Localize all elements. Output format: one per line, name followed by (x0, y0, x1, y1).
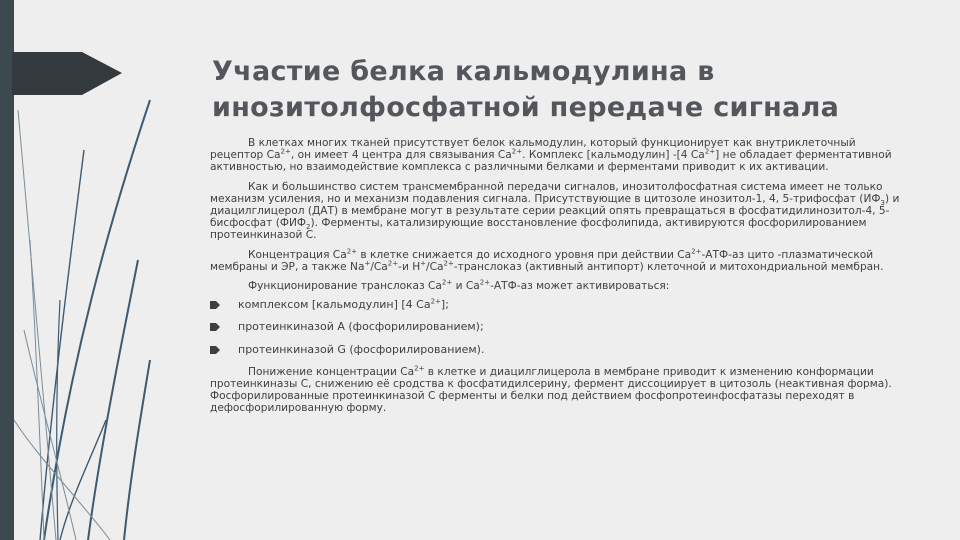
superscript: 2+ (280, 147, 291, 156)
superscript: 2+ (479, 278, 491, 287)
superscript: 2+ (346, 247, 358, 256)
decor-line (14, 420, 110, 540)
text-run: , он имеет 4 центра для связывания Са (290, 149, 512, 162)
text-run: протеинкиназой G (фосфорилированием). (238, 342, 485, 356)
text-run: ) и диацилглицерол (ДАТ) в мембране могут в результате серии реакций опять превращаться в фосфатидилинозитол-4, 5-бисфосфат (ФИФ (210, 192, 900, 230)
superscript: 2+ (691, 247, 702, 256)
paragraph-calmodulin (210, 137, 900, 174)
subscript: 3 (880, 198, 885, 207)
text-run: ]; (440, 298, 449, 312)
arrow-bullet-icon (210, 322, 220, 332)
text-run: ). Ферменты, катализирующие восстановление фосфолипида, активируются фосфорилированием протеинкиназой С. (210, 217, 867, 242)
slide-body (210, 137, 900, 422)
superscript: 2+ (704, 147, 716, 156)
decorative-lines (0, 0, 160, 540)
superscript: 2+ (414, 364, 425, 373)
arrow-bullet-icon (210, 300, 220, 310)
superscript: 2+ (441, 278, 453, 287)
text-run: /Са (370, 260, 388, 273)
decor-line (30, 240, 44, 540)
superscript: + (364, 259, 371, 268)
paragraph-conclusion (210, 366, 900, 415)
text-run: и Са (452, 280, 480, 293)
list-item (210, 344, 900, 356)
text-run: -АТФ-аз может активироваться: (490, 280, 670, 293)
list-item (210, 321, 900, 333)
paragraph-translocase (210, 280, 900, 292)
list-item (210, 299, 900, 311)
title-line-2: инозитолфосфатной передаче сигнала (212, 92, 840, 123)
text-run: Функционирование транслоказ Са (248, 280, 442, 293)
text-run: -транслоказ (активный антипорт) клеточной и митохондриальной мембран. (453, 260, 884, 273)
title-arrow-tab-icon (12, 52, 122, 95)
arrow-bullet-icon (210, 345, 220, 355)
decor-line (124, 360, 150, 540)
text-run: в клетке снижается до исходного уровня при действии Са (357, 248, 692, 261)
superscript: 2+ (511, 147, 523, 156)
decor-line (18, 110, 56, 540)
decor-line (24, 330, 76, 540)
text-run: /Са (426, 260, 444, 273)
text-run: Понижение концентрации Са (248, 365, 415, 378)
superscript: 2+ (387, 259, 399, 268)
paragraph-inositol-system (210, 181, 900, 242)
decor-line (88, 260, 138, 540)
activation-list (210, 299, 900, 356)
text-run: . Комплекс [кальмодулин] -[4 Са (522, 149, 705, 162)
text-run: -и Н (398, 260, 421, 273)
title-line-1: Участие белка кальмодулина в (212, 56, 715, 87)
paragraph-calcium-concentration (210, 249, 900, 273)
subscript: 2 (306, 223, 311, 232)
text-run: в клетке и диацилглицерола в мембране приводит к изменению конформации протеинкиназы С, снижению её сродства к фосфатидилсерину, фермент диссоциирует в цитозоль (неактивная форма). Фосфорилированные протеинкиназой С ферменты и белки под действием фосфопротеинфосфатазы переходят в дефосфорилированную форму. (210, 365, 892, 415)
superscript: + (420, 259, 427, 268)
superscript: 2+ (430, 297, 441, 306)
text-run: ] не обладает ферментативной активностью, но взаимодействие комплекса с различными белками и ферментами приводит к их активации. (210, 149, 892, 174)
decor-line (60, 420, 106, 540)
superscript: 2+ (443, 259, 454, 268)
text-run: протеинкиназой А (фосфорилированием); (238, 320, 484, 334)
text-run: Концентрация Са (248, 248, 347, 261)
decor-line (57, 300, 60, 540)
text-run: Как и большинство систем трансмембранной передачи сигналов, инозитолфосфатная система имеет не только механизм усиления, но и механизм подавления сигнала. Присутствующие в цитозоле инозитол-1, 4, 5-трифосфат (ИФ (210, 180, 883, 205)
slide-title (212, 54, 932, 126)
text-run: комплексом [кальмодулин] [4 Са (238, 298, 431, 312)
text-run: В клетках многих тканей присутствует белок кальмодулин, который функционирует как внутриклеточный рецептор Са (210, 137, 856, 162)
text-run: -АТФ-аз цито -плазматической мембраны и ЭР, а также Na (210, 248, 874, 273)
